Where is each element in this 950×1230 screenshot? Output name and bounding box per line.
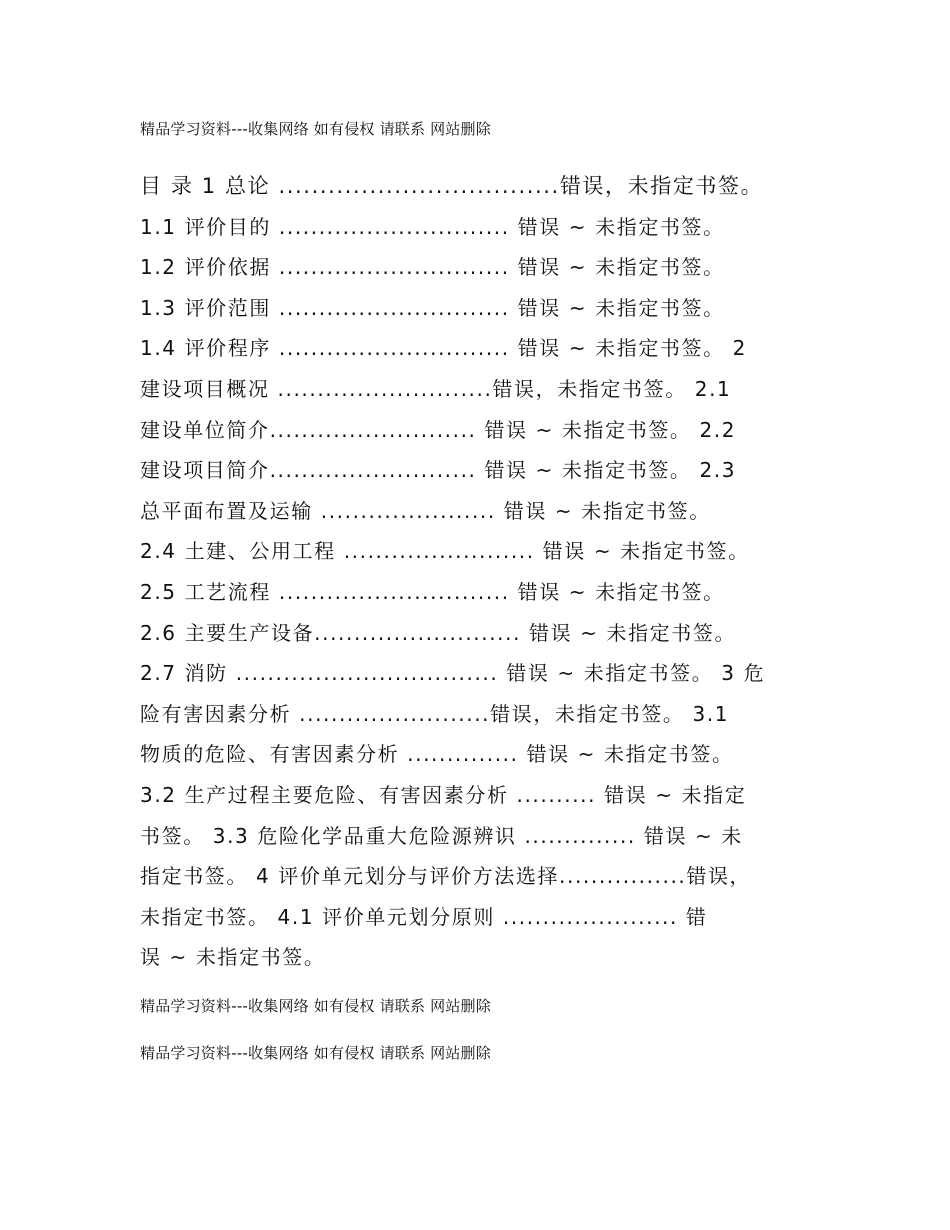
toc-line: 未指定书签。 4.1 评价单元划分原则 ...................... 错 (140, 904, 708, 929)
toc-line: 物质的危险、有害因素分析 .............. 错误 ~ 未指定书签。 (140, 742, 734, 767)
toc-line: 总平面布置及运输 ...................... 错误 ~ 未指定书签。 (140, 498, 711, 523)
toc-line: 1.4 评价程序 ............................. 错误 ~ 未指定书签。 2 (140, 336, 747, 361)
toc-line: 指定书签。 4 评价单元划分与评价方法选择................错误， (140, 864, 752, 889)
toc-line: 2.7 消防 ................................. 错误 ~ 未指定书签。 3 危 (140, 661, 766, 686)
toc-line: 书签。 3.3 危险化学品重大危险源辨识 .............. 错误 ~ 未 (140, 823, 743, 848)
toc-line: 2.6 主要生产设备.......................... 错误 ~ 未指定书签。 (140, 620, 737, 645)
toc-line: 1.1 评价目的 ............................. 错误 ~ 未指定书签。 (140, 214, 725, 239)
toc-line: 2.4 土建、公用工程 ........................ 错误 ~ 未指定书签。 (140, 539, 750, 564)
toc-line: 3.2 生产过程主要危险、有害因素分析 .......... 错误 ~ 未指定 (140, 782, 747, 807)
toc-line: 1.3 评价范围 ............................. 错误 ~ 未指定书签。 (140, 295, 725, 320)
footer-note: 精品学习资料---收集网络 如有侵权 请联系 网站删除 (140, 997, 491, 1015)
toc-line: 误 ~ 未指定书签。 (140, 945, 326, 970)
toc-line: 建设项目简介.......................... 错误 ~ 未指定书签。 2.3 (140, 458, 737, 483)
toc-line: 建设项目概况 ...........................错误，未指定书签。 2.1 (140, 376, 732, 401)
table-of-contents (140, 166, 830, 978)
toc-line: 建设单位简介.......................... 错误 ~ 未指定书签。 2.2 (140, 417, 737, 442)
toc-line: 险有害因素分析 ........................错误，未指定书签。 3.1 (140, 701, 730, 726)
toc-line: 目 录 1 总论 ..................................错误，未指定书签。 (140, 174, 764, 198)
header-note: 精品学习资料---收集网络 如有侵权 请联系 网站删除 (140, 120, 491, 138)
footer-note: 精品学习资料---收集网络 如有侵权 请联系 网站删除 (140, 1044, 491, 1062)
toc-line: 1.2 评价依据 ............................. 错误 ~ 未指定书签。 (140, 255, 725, 280)
toc-line: 2.5 工艺流程 ............................. 错误 ~ 未指定书签。 (140, 579, 725, 604)
